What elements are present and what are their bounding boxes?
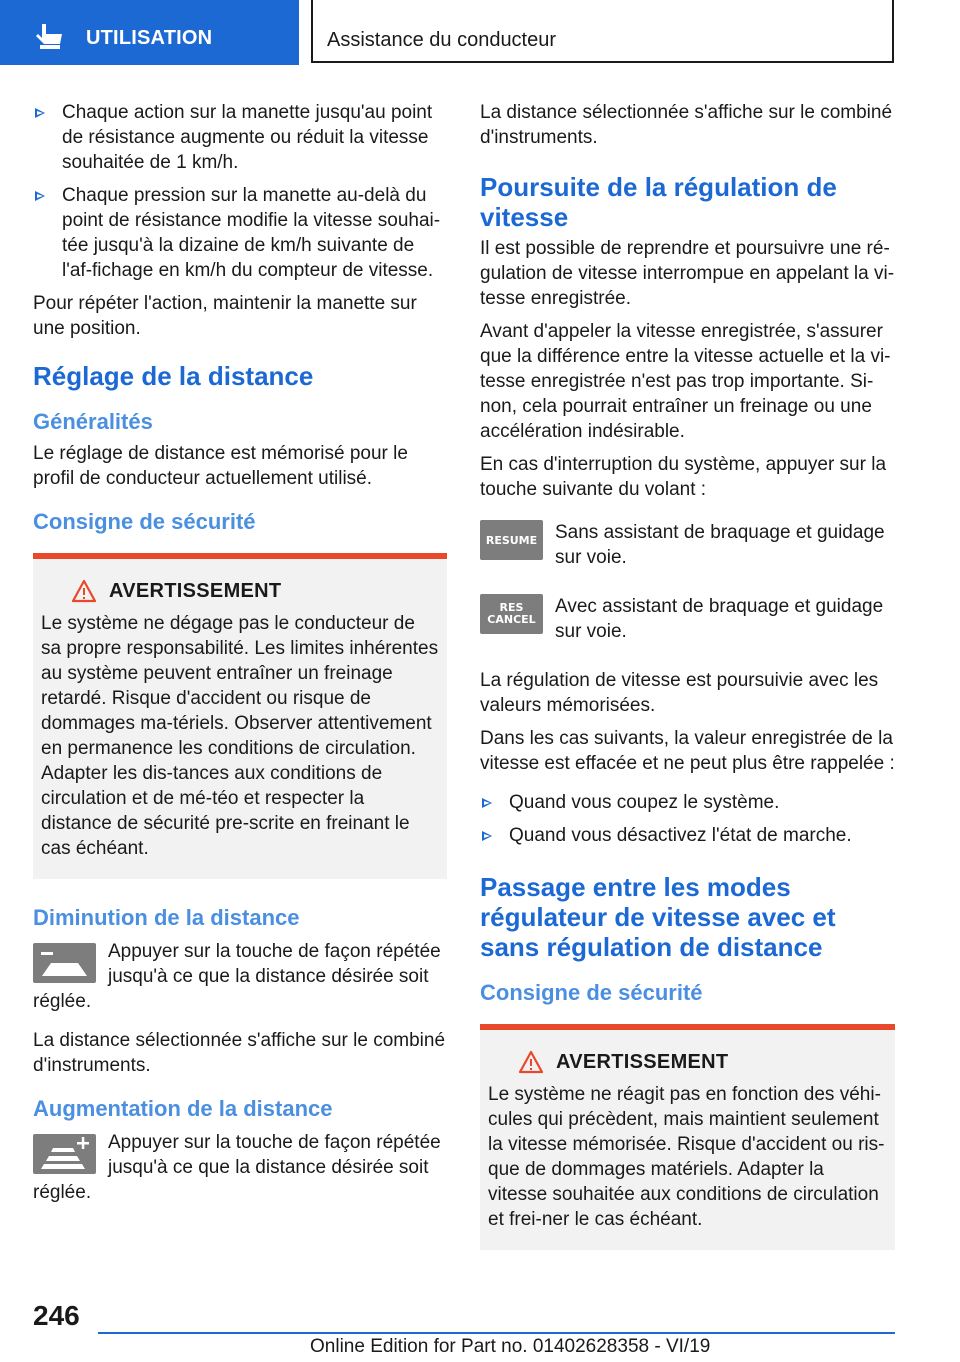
repeat-paragraph: Pour répéter l'action, maintenir la manette sur une position. — [33, 293, 417, 339]
left-column — [33, 100, 447, 1213]
list-item: Chaque action sur la manette jusqu'au point de résistance augmente ou réduit la vitesse souhaitée de 1 km/h. — [33, 100, 447, 175]
list-item: Quand vous désactivez l'état de marche. — [480, 823, 895, 848]
heading-increase: Augmentation de la distance — [33, 1096, 333, 1121]
warning-triangle-icon — [518, 1050, 544, 1074]
section-tab — [0, 0, 299, 65]
resume-paragraph-3: En cas d'interruption du système, appuyer sur la touche suivante du volant : — [480, 454, 887, 500]
resume-key-icon: RESUME — [480, 520, 543, 560]
res-cancel-key-row — [480, 594, 895, 644]
resume-paragraph-2: Avant d'appeler la vitesse enregistrée, s'assurer que la différence entre la vitesse actuelle et la vi-tesse enregistrée n'est pas trop importante. Si-non, cela pourrait entraîner un freinage ou une accélération indésirable. — [480, 321, 891, 442]
warning-title: AVERTISSEMENT — [109, 579, 282, 602]
triangle-bullet-icon — [35, 191, 45, 201]
resume-key-text: Sans assistant de braquage et guidage sur voie. — [555, 522, 885, 568]
heading-safety: Consigne de sécurité — [33, 509, 256, 534]
heading-general: Généralités — [33, 409, 153, 434]
triangle-bullet-icon — [482, 798, 492, 808]
increase-paragraph: Appuyer sur la touche de façon répétée jusqu'à ce que la distance désirée soit réglée. — [33, 1132, 441, 1203]
resumed-paragraph: La régulation de vitesse est poursuivie avec les valeurs mémorisées. — [480, 670, 879, 716]
warning-box-right — [480, 1024, 895, 1250]
list-item: Quand vous coupez le système. — [480, 790, 895, 815]
right-column — [480, 100, 895, 1276]
heading-decrease: Diminution de la distance — [33, 905, 300, 930]
heading-switch: Passage entre les modes régulateur de vitesse avec et sans régulation de distance — [480, 872, 836, 962]
footer-divider — [98, 1332, 895, 1334]
heading-resume: Poursuite de la régulation de vitesse — [480, 172, 837, 232]
res-cancel-key-text: Avec assistant de braquage et guidage sur voie. — [555, 596, 884, 642]
general-paragraph: Le réglage de distance est mémorisé pour le profil de conducteur actuellement utilisé. — [33, 443, 408, 489]
heading-safety-right: Consigne de sécurité — [480, 980, 703, 1005]
warning-text: Le système ne dégage pas le conducteur de sa propre responsabilité. Les limites inhérentes au système peuvent entraîner un freinage retardé. Risque d'accident ou risque de dommages ma-tériels. Observer attentivement en permanence les conditions de circulation. Adapter les dis-tances aux conditions de circulation et de mé-téo et respecter la distance de sécurité pre-scrite en freinant le cas échéant. — [41, 613, 439, 859]
res-cancel-key-icon: RES CANCEL — [480, 594, 543, 634]
increase-instruction — [33, 1130, 447, 1205]
warning-title: AVERTISSEMENT — [556, 1050, 729, 1073]
resume-key-row — [480, 520, 895, 570]
footer-edition: Online Edition for Part no. 01402628358 - VI/19 — [310, 1336, 711, 1357]
warning-box — [33, 553, 447, 879]
decrease-instruction — [33, 939, 447, 1014]
chapter-header — [311, 0, 894, 63]
decrease-display-paragraph: La distance sélectionnée s'affiche sur le combiné d'instruments. — [33, 1030, 446, 1076]
page-number: 246 — [33, 1300, 80, 1331]
warning-triangle-icon — [71, 579, 97, 603]
triangle-bullet-icon — [482, 831, 492, 841]
distance-decrease-icon — [33, 943, 96, 983]
hand-pointer-icon — [34, 22, 66, 50]
resume-paragraph-1: Il est possible de reprendre et poursuivre une ré-gulation de vitesse interrompue en appelant la vi-tesse enregistrée. — [480, 238, 895, 309]
warning-text: Le système ne réagit pas en fonction des véhi-cules qui précèdent, mais maintient seulement la vitesse mémorisée. Risque d'accident ou ris-que de dommages matériels. Adapter la vitesse souhaitée aux conditions de circulation et frei-ner le cas échéant. — [488, 1084, 885, 1230]
chapter-title: Assistance du conducteur — [327, 29, 557, 51]
decrease-paragraph: Appuyer sur la touche de façon répétée jusqu'à ce que la distance désirée soit réglée. — [33, 941, 441, 1012]
erased-paragraph: Dans les cas suivants, la valeur enregistrée de la vitesse est effacée et ne peut plus être rappelée : — [480, 728, 895, 774]
triangle-bullet-icon — [35, 108, 45, 118]
list-item: Chaque pression sur la manette au-delà du point de résistance modifie la vitesse souhai-tée jusqu'à la dizaine de km/h suivante de l'af-fichage en km/h du compteur de vitesse. — [33, 183, 447, 283]
intro-paragraph: La distance sélectionnée s'affiche sur le combiné d'instruments. — [480, 102, 893, 148]
heading-distance: Réglage de la distance — [33, 361, 314, 391]
distance-increase-icon — [33, 1134, 96, 1174]
section-label: UTILISATION — [86, 27, 213, 49]
